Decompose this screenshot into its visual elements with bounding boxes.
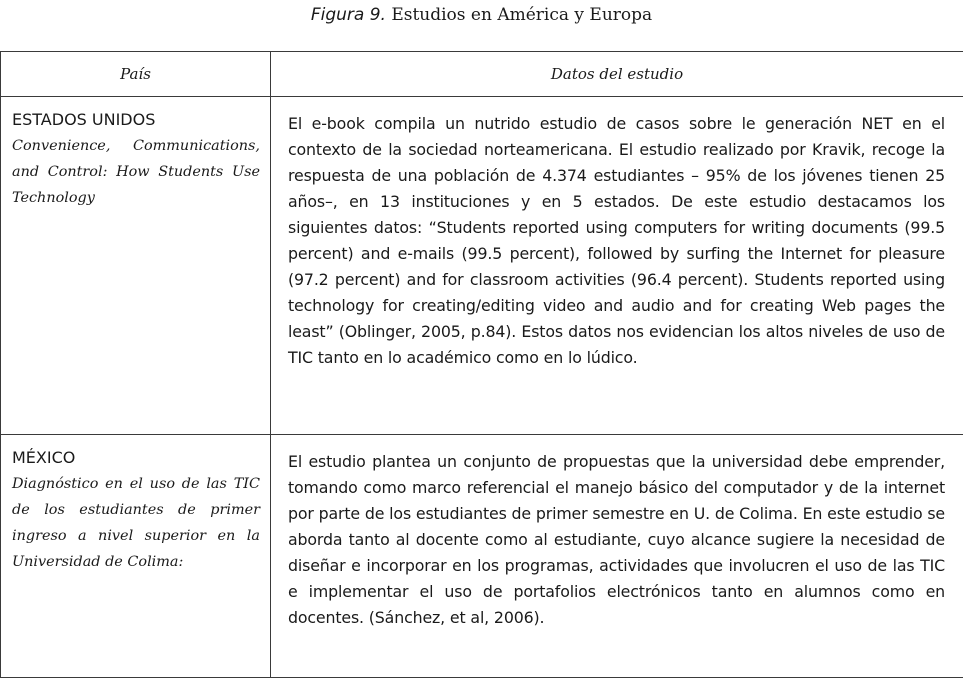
country-cell	[1, 435, 271, 678]
country-name: MÉXICO	[12, 445, 260, 471]
figure-caption	[0, 5, 963, 25]
column-header-study-data: Datos del estudio	[271, 52, 963, 97]
table-row	[1, 435, 963, 678]
study-title: Convenience, Communications, and Control: How Students Use Technology	[12, 133, 260, 211]
column-header-country: País	[1, 52, 271, 97]
table-row	[1, 97, 963, 435]
study-data-cell: El e-book compila un nutrido estudio de casos sobre le generación NET en el contexto de la sociedad norteamericana. El estudio realizado por Kravik, recoge la respuesta de una población de 4.374 estudiantes – 95% de los jóvenes tienen 25 años–, en 13 instituciones y en 5 estados. De este estudio destacamos los siguientes datos: “Students reported using computers for writing documents (99.5 percent) and e-mails (99.5 percent), followed by surfing the Internet for pleasure (97.2 percent) and for classroom activities (96.4 percent). Students reported using technology for creating/editing video and audio and for creating Web pages the least” (Oblinger, 2005, p.84). Estos datos nos evidencian los altos niveles de uso de TIC tanto en lo académico como en lo lúdico.	[271, 97, 963, 435]
study-title: Diagnóstico en el uso de las TIC de los estudiantes de primer ingreso a nivel superior en la Universidad de Colima:	[12, 471, 260, 575]
studies-table	[0, 51, 963, 678]
figure-title: Estudios en América y Europa	[391, 5, 652, 25]
country-name: ESTADOS UNIDOS	[12, 107, 260, 133]
country-cell	[1, 97, 271, 435]
figure-label: Figura 9.	[311, 5, 386, 25]
study-data-cell: El estudio plantea un conjunto de propuestas que la universidad debe emprender, tomando como marco referencial el manejo básico del computador y de la internet por parte de los estudiantes de primer semestre en U. de Colima. En este estudio se aborda tanto al docente como al estudiante, cuyo alcance sugiere la necesidad de diseñar e incorporar en los programas, actividades que involucren el uso de las TIC e implementar el uso de portafolios electrónicos tanto en alumnos como en docentes. (Sánchez, et al, 2006).	[271, 435, 963, 678]
table-header-row	[1, 52, 963, 97]
